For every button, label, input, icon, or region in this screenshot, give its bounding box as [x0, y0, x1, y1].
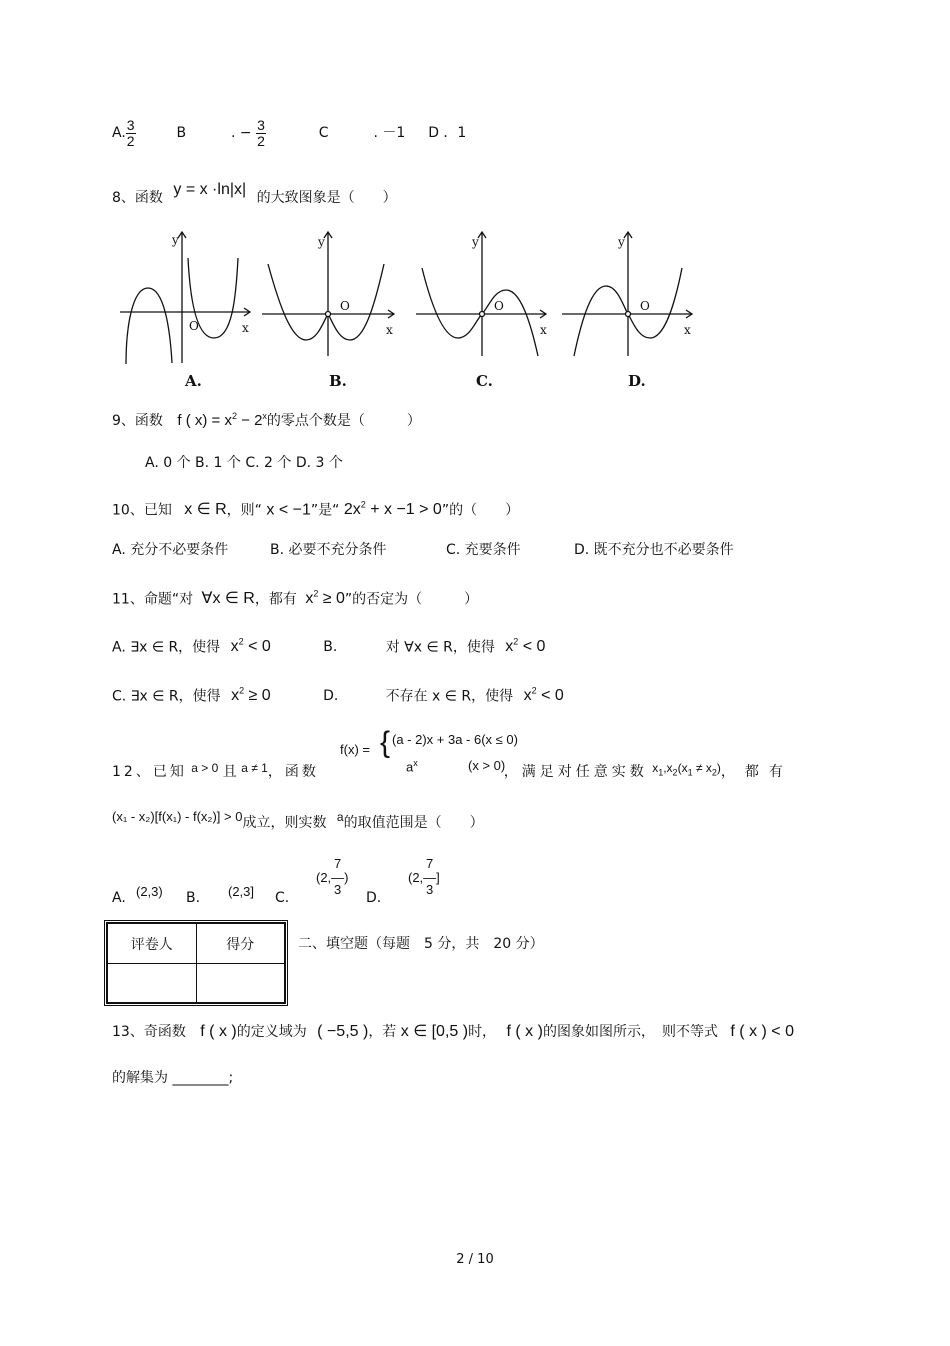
q10-option-b: B. 必要不充分条件 [270, 542, 387, 558]
q7-option-a-label: A. [112, 125, 126, 142]
q12-piece-2: $a^x$ [406, 758, 418, 775]
q12-cond-a-not-one: a ≠ 1 [241, 761, 268, 775]
q11-options-row1 [112, 637, 545, 657]
q9-suffix: 的零点个数是（ ） [266, 413, 421, 429]
q12-monotonic-expr: (x₁ - x₂)[f(x₁) - f(x₂)] > 0 [112, 809, 243, 824]
q11-option-d-label: D. [323, 688, 339, 705]
q11-option-d-text: 不存在 x ∈ R，使得 [385, 688, 514, 705]
q7-option-b-label: B [176, 125, 187, 142]
q12-line2-a: a [336, 810, 344, 824]
q10-stem [112, 500, 519, 520]
q12-mid: ，满足对任意实数 [503, 764, 648, 780]
q11-option-b-expr: $x^2 < 0$ [505, 637, 546, 656]
q12-line2-text: 成立，则实数 [242, 815, 327, 831]
q7-option-d-text: D ．1 [428, 125, 467, 142]
q12-and: 且 [222, 764, 237, 780]
q13-text-4: 的图象如图所示， 则不等式 [542, 1024, 718, 1040]
q10-condition-x-real: x ∈ R [184, 501, 227, 519]
q8-b-axis-y: y [318, 235, 325, 249]
q8-d-axis-x: x [684, 323, 691, 337]
q12-vars: $x_1,x_2(x_1 \ne x_2)$ [652, 761, 721, 778]
q11-option-a-expr: $x^2 < 0$ [230, 637, 271, 656]
q10-condition-quadratic: $2x^2 + x -1 > 0$ [343, 500, 442, 519]
q13-text-3: 时， [468, 1024, 497, 1040]
q13-function-1: f ( x ) [200, 1023, 237, 1040]
q13-stem [112, 1022, 794, 1041]
q7-option-c-label: C [318, 125, 329, 142]
q10-option-a: A. 充分不必要条件 [112, 542, 229, 558]
q11-option-b-label: B. [323, 639, 338, 656]
q8-graph-label-b: B. [329, 372, 347, 390]
q12-option-a-label: A. [112, 890, 126, 906]
q12-option-d-label: D. [366, 890, 382, 906]
q8-suffix: 的大致图象是（ ） [256, 190, 397, 206]
q13-text-1: 的定义域为 [236, 1024, 307, 1040]
q8-b-axis-x: x [386, 323, 393, 337]
q8-a-axis-y: y [172, 233, 179, 247]
section-2-title: 二、填空题（每题 5 分，共 20 分） [298, 936, 544, 952]
page-number: 2 / 10 [456, 1252, 494, 1267]
q13-text-2: ，若 [368, 1024, 397, 1040]
grading-table-grader-cell[interactable] [108, 964, 197, 1003]
q10-condition-x-lt: x < −1 [266, 501, 311, 519]
q12-piece-1: (a - 2)x + 3a - 6(x ≤ 0) [392, 732, 518, 747]
q13-prefix: 13、奇函数 [112, 1024, 186, 1040]
q8-graph-b [262, 232, 394, 356]
q10-prefix: 10、已知 [112, 502, 172, 519]
q13-condition: x ∈ [0,5 ) [400, 1023, 469, 1040]
q8-graph-c [416, 232, 546, 356]
q9-stem [112, 411, 421, 430]
q11-options-row2 [112, 686, 564, 706]
q12-cond-a-positive: a > 0 [191, 761, 219, 775]
q8-graph-a [120, 232, 250, 364]
q7-option-a-fraction: $\frac{3}{2}$ [126, 117, 135, 149]
q11-forall: ∀x ∈ R [201, 590, 255, 608]
q11-expr: $x^2 \ge 0$ [305, 589, 345, 608]
q13-domain: ( −5,5 ) [317, 1023, 369, 1040]
q13-function-2: f ( x ) [506, 1023, 543, 1040]
q11-mid: ，都有 [254, 591, 297, 608]
q8-prefix: 8、函数 [112, 190, 163, 206]
q8-graph-label-c: C. [476, 372, 493, 390]
q12-option-c-label: C. [275, 890, 290, 906]
q12-func-word: ，函数 [267, 764, 319, 780]
q11-prefix: 11、命题“对 [112, 591, 194, 608]
q12-option-b-label: B. [186, 890, 201, 906]
q9-prefix: 9、函数 [112, 413, 163, 429]
q11-option-d-expr: $x^2 < 0$ [523, 686, 564, 705]
q8-c-axis-y: y [472, 235, 479, 249]
q8-c-axis-x: x [540, 323, 547, 337]
q12-suffix: ，都有 [720, 764, 793, 780]
q12-function-lhs: f(x) = [340, 742, 370, 757]
grading-table-score-header: 得分 [196, 924, 285, 964]
q11-option-b-text: 对 ∀x ∈ R，使得 [385, 639, 495, 656]
q9-options: A. 0 个 B. 1 个 C. 2 个 D. 3 个 [145, 455, 343, 471]
q8-a-axis-x: x [242, 321, 249, 335]
q12-option-a: (2,3) [136, 884, 163, 899]
grading-table [104, 920, 288, 1006]
q10-option-d: D. 既不充分也不必要条件 [574, 542, 734, 558]
grading-table-score-cell[interactable] [196, 964, 285, 1003]
q8-c-origin: O [494, 299, 504, 313]
q7-option-b-text: . − [231, 125, 252, 142]
q12-line2-suffix: 的取值范围是（ ） [343, 815, 484, 831]
q8-graph-label-d: D. [628, 372, 646, 390]
q11-option-a-text: A. ∃x ∈ R，使得 [112, 639, 221, 656]
q8-graph-d [562, 232, 692, 356]
q10-text-2: ”是“ [310, 502, 340, 519]
q12-line2 [112, 809, 484, 832]
q12-prefix: 12、已知 [112, 764, 187, 780]
q8-d-axis-y: y [618, 235, 625, 249]
q11-option-c-expr: $x^2 \ge 0$ [231, 686, 271, 705]
q8-b-origin: O [340, 299, 350, 313]
q10-options [112, 542, 734, 559]
q8-a-origin: O [189, 319, 199, 333]
q13-answer-line: 的解集为 ________; [112, 1070, 234, 1086]
q12-piece-2-condition: (x > 0) [468, 758, 506, 773]
q10-text-1: ，则“ [226, 502, 262, 519]
q11-suffix: ”的否定为（ ） [344, 591, 479, 608]
q8-d-origin: O [640, 299, 650, 313]
q10-option-c: C. 充要条件 [446, 542, 521, 558]
q11-option-c-text: C. ∃x ∈ R，使得 [112, 688, 221, 705]
q12-option-b: (2,3] [228, 884, 255, 899]
q8-stem [112, 181, 397, 207]
grading-table-grader-header: 评卷人 [108, 924, 197, 964]
q11-stem [112, 589, 478, 609]
q8-graph-label-a: A. [185, 372, 202, 390]
q7-option-c-text: . －1 [373, 125, 406, 142]
q10-suffix: ”的（ ） [441, 502, 520, 519]
q8-formula: y = x ·ln|x| [173, 181, 247, 198]
q7-options [112, 118, 466, 148]
q12-stem [112, 761, 838, 782]
q8-graphs [112, 228, 712, 393]
q7-option-b-fraction: $\frac{3}{2}$ [257, 117, 265, 149]
q13-inequality: f ( x ) < 0 [730, 1023, 794, 1040]
q9-formula: f ( $x) = x^2 - 2^x$ [177, 411, 267, 429]
